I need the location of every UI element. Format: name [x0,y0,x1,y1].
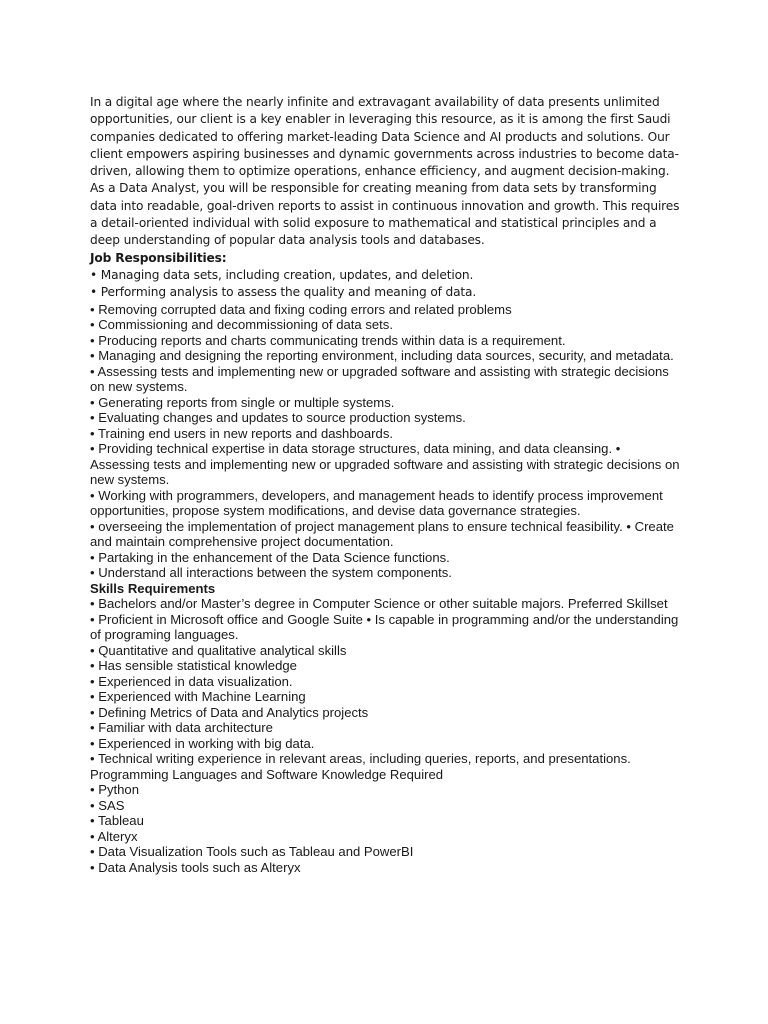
list-item: • Experienced in data visualization. [90,673,293,689]
skills-list [90,596,680,767]
list-item: • Alteryx [90,828,138,844]
list-item: • Removing corrupted data and fixing coding errors and related problems [90,301,512,317]
list-item: • Experienced with Machine Learning [90,689,306,705]
list-item: • Has sensible statistical knowledge [90,658,297,674]
responsibilities-list-primary [90,267,680,302]
list-item: • Experienced in working with big data. [90,735,315,751]
list-item: • Python [90,782,139,798]
list-item: • Data Visualization Tools such as Tableau and PowerBI [90,844,414,860]
list-item: • Quantitative and qualitative analytical skills [90,642,347,658]
programming-languages-heading: Programming Languages and Software Knowledge Required [90,766,444,782]
list-item: • Bachelors and/or Master’s degree in Computer Science or other suitable majors. Preferred Skillset [90,596,668,612]
list-item: • Understand all interactions between the system components. [90,565,452,581]
list-item: • Defining Metrics of Data and Analytics projects [90,704,369,720]
list-item: • Working with programmers, developers, and management heads to identify process improvement opportunities, propose system modifications, and devise data governance strategies. [90,487,663,519]
list-item: • overseeing the implementation of project management plans to ensure technical feasibility. • Create and maintain comprehensive project documentation. [90,518,674,550]
list-item: • Assessing tests and implementing new or upgraded software and assisting with strategic decisions on new systems. [90,363,669,395]
skills-requirements-heading: Skills Requirements [90,580,216,596]
list-item: • Data Analysis tools such as Alteryx [90,859,301,875]
document-body [90,94,680,875]
list-item: • Training end users in new reports and dashboards. [90,425,394,441]
list-item: • Managing and designing the reporting environment, including data sources, security, and metadata. [90,348,674,364]
list-item: • SAS [90,797,125,813]
responsibilities-list [90,302,680,581]
list-item: • Managing data sets, including creation, updates, and deletion. [90,267,474,282]
intro-paragraph: In a digital age where the nearly infinite and extravagant availability of data presents unlimited opportunities, our client is a key enabler in leveraging this resource, as it is among the first Saudi companies dedicated to offering market-leading Data Science and AI products and solutions. Our client empowers aspiring businesses and dynamic governments across industries to become data-driven, allowing them to optimize operations, enhance efficiency, and augment decision-making. As a Data Analyst, you will be responsible for creating meaning from data sets by transforming data into readable, goal-driven reports to assist in continuous innovation and growth. This requires a detail-oriented individual with solid exposure to mathematical and statistical principles and a deep understanding of popular data analysis tools and databases. [90,95,680,248]
list-item: • Generating reports from single or multiple systems. [90,394,395,410]
programming-list [90,782,680,875]
list-item: • Technical writing experience in relevant areas, including queries, reports, and presentations. [90,751,631,767]
list-item: • Partaking in the enhancement of the Data Science functions. [90,549,450,565]
list-item: • Proficient in Microsoft office and Google Suite • Is capable in programming and/or the understanding of programing languages. [90,611,679,643]
job-responsibilities-heading: Job Responsibilities: [90,250,227,265]
list-item: • Providing technical expertise in data storage structures, data mining, and data cleansing. • Assessing tests and implementing new or upgraded software and assisting with strategic decisions on new systems. [90,441,680,488]
list-item: • Familiar with data architecture [90,720,273,736]
list-item: • Commissioning and decommissioning of data sets. [90,317,393,333]
list-item: • Evaluating changes and updates to source production systems. [90,410,466,426]
list-item: • Tableau [90,813,144,829]
list-item: • Producing reports and charts communicating trends within data is a requirement. [90,332,566,348]
list-item: • Performing analysis to assess the quality and meaning of data. [90,285,477,300]
